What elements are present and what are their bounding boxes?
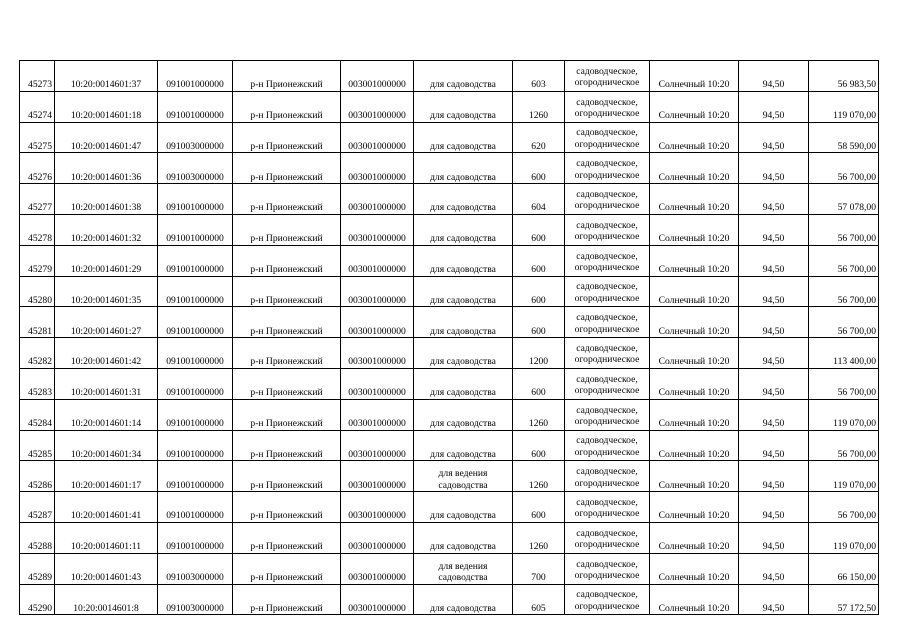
- location-cell: Солнечный 10:20: [650, 91, 739, 122]
- okato-code-cell: 091001000000: [158, 338, 233, 369]
- land-category-cell: [565, 338, 650, 369]
- table-row: [20, 184, 879, 215]
- okato-code-cell: 091003000000: [158, 584, 233, 615]
- cadastral-value-cell: 58 590,00: [809, 122, 879, 153]
- location-cell: Солнечный 10:20: [650, 338, 739, 369]
- cadastral-value-cell: 56 700,00: [809, 153, 879, 184]
- district-cell: р-н Прионежский: [233, 276, 341, 307]
- okato-code-cell: 091001000000: [158, 245, 233, 276]
- area-cell: 600: [513, 153, 565, 184]
- land-category-line-2: огородническое: [574, 539, 640, 551]
- cadastral-value-cell: 56 700,00: [809, 368, 879, 399]
- permitted-use-cell: для садоводства: [414, 584, 513, 615]
- permitted-use-cell: для садоводства: [414, 245, 513, 276]
- table-row: [20, 461, 879, 492]
- cadastral-value-cell: 56 700,00: [809, 492, 879, 523]
- table-row: [20, 338, 879, 369]
- okato-code-cell: 091001000000: [158, 61, 233, 92]
- land-category-line-1: садоводческое,: [576, 188, 638, 200]
- cadastral-number-cell: 10:20:0014601:32: [55, 214, 158, 245]
- cadastral-value-cell: 56 700,00: [809, 276, 879, 307]
- permitted-use-cell: для садоводства: [414, 522, 513, 553]
- land-category-line-1: садоводческое,: [576, 589, 638, 601]
- rate-cell: 94,50: [739, 368, 809, 399]
- area-cell: 600: [513, 307, 565, 338]
- okato-code-cell: 091001000000: [158, 522, 233, 553]
- cadastral-number-cell: 10:20:0014601:31: [55, 368, 158, 399]
- okato-code-cell: 091001000000: [158, 91, 233, 122]
- rate-cell: 94,50: [739, 553, 809, 584]
- location-cell: Солнечный 10:20: [650, 61, 739, 92]
- row-number-cell: 45288: [20, 522, 55, 553]
- table-row: [20, 122, 879, 153]
- category-code-cell: 003001000000: [341, 522, 414, 553]
- land-category-cell: [565, 553, 650, 584]
- permitted-use-cell: для садоводства: [414, 91, 513, 122]
- table-row: [20, 153, 879, 184]
- table-body: [20, 61, 879, 615]
- category-code-cell: 003001000000: [341, 91, 414, 122]
- okato-code-cell: 091001000000: [158, 368, 233, 399]
- area-cell: 605: [513, 584, 565, 615]
- category-code-cell: 003001000000: [341, 553, 414, 584]
- land-category-cell: [565, 461, 650, 492]
- table-row: [20, 522, 879, 553]
- land-category-line-2: огородническое: [574, 570, 640, 582]
- cadastral-number-cell: 10:20:0014601:18: [55, 91, 158, 122]
- land-category-line-1: садоводческое,: [576, 158, 638, 170]
- district-cell: р-н Прионежский: [233, 307, 341, 338]
- rate-cell: 94,50: [739, 584, 809, 615]
- cadastral-value-cell: 56 700,00: [809, 430, 879, 461]
- rate-cell: 94,50: [739, 430, 809, 461]
- area-cell: 600: [513, 368, 565, 399]
- okato-code-cell: 091003000000: [158, 553, 233, 584]
- cadastral-number-cell: 10:20:0014601:41: [55, 492, 158, 523]
- table-row: [20, 91, 879, 122]
- land-category-cell: [565, 91, 650, 122]
- land-category-cell: [565, 307, 650, 338]
- district-cell: р-н Прионежский: [233, 461, 341, 492]
- area-cell: 600: [513, 430, 565, 461]
- land-category-cell: [565, 61, 650, 92]
- location-cell: Солнечный 10:20: [650, 492, 739, 523]
- rate-cell: 94,50: [739, 91, 809, 122]
- permitted-use-cell: для ведения садоводства: [414, 461, 513, 492]
- cadastral-number-cell: 10:20:0014601:38: [55, 184, 158, 215]
- permitted-use-cell: для садоводства: [414, 122, 513, 153]
- okato-code-cell: 091001000000: [158, 214, 233, 245]
- rate-cell: 94,50: [739, 276, 809, 307]
- area-cell: 1260: [513, 461, 565, 492]
- row-number-cell: 45276: [20, 153, 55, 184]
- cadastral-value-cell: 56 700,00: [809, 214, 879, 245]
- cadastral-number-cell: 10:20:0014601:35: [55, 276, 158, 307]
- okato-code-cell: 091001000000: [158, 184, 233, 215]
- land-category-line-2: огородническое: [574, 323, 640, 335]
- land-category-line-1: садоводческое,: [576, 558, 638, 570]
- table-row: [20, 276, 879, 307]
- district-cell: р-н Прионежский: [233, 91, 341, 122]
- cadastral-value-cell: 119 070,00: [809, 399, 879, 430]
- category-code-cell: 003001000000: [341, 245, 414, 276]
- cadastral-number-cell: 10:20:0014601:47: [55, 122, 158, 153]
- land-category-line-1: садоводческое,: [576, 404, 638, 416]
- permitted-use-cell: для садоводства: [414, 368, 513, 399]
- district-cell: р-н Прионежский: [233, 153, 341, 184]
- land-category-line-1: садоводческое,: [576, 342, 638, 354]
- row-number-cell: 45286: [20, 461, 55, 492]
- cadastral-number-cell: 10:20:0014601:8: [55, 584, 158, 615]
- okato-code-cell: 091001000000: [158, 276, 233, 307]
- cadastral-number-cell: 10:20:0014601:14: [55, 399, 158, 430]
- table-row: [20, 430, 879, 461]
- cadastral-number-cell: 10:20:0014601:37: [55, 61, 158, 92]
- rate-cell: 94,50: [739, 307, 809, 338]
- row-number-cell: 45273: [20, 61, 55, 92]
- row-number-cell: 45287: [20, 492, 55, 523]
- location-cell: Солнечный 10:20: [650, 522, 739, 553]
- permitted-use-cell: для садоводства: [414, 430, 513, 461]
- cadastral-number-cell: 10:20:0014601:17: [55, 461, 158, 492]
- cadastral-number-cell: 10:20:0014601:34: [55, 430, 158, 461]
- land-category-line-2: огородническое: [574, 108, 640, 120]
- land-category-cell: [565, 492, 650, 523]
- permitted-use-cell: для садоводства: [414, 276, 513, 307]
- rate-cell: 94,50: [739, 245, 809, 276]
- table-row: [20, 245, 879, 276]
- land-category-line-2: огородническое: [574, 262, 640, 274]
- land-category-line-2: огородническое: [574, 138, 640, 150]
- location-cell: Солнечный 10:20: [650, 553, 739, 584]
- district-cell: р-н Прионежский: [233, 522, 341, 553]
- row-number-cell: 45290: [20, 584, 55, 615]
- rate-cell: 94,50: [739, 153, 809, 184]
- land-category-line-2: огородническое: [574, 200, 640, 212]
- land-category-line-2: огородническое: [574, 354, 640, 366]
- category-code-cell: 003001000000: [341, 214, 414, 245]
- land-category-cell: [565, 430, 650, 461]
- category-code-cell: 003001000000: [341, 368, 414, 399]
- cadastral-number-cell: 10:20:0014601:36: [55, 153, 158, 184]
- category-code-cell: 003001000000: [341, 492, 414, 523]
- area-cell: 600: [513, 245, 565, 276]
- area-cell: 1260: [513, 522, 565, 553]
- rate-cell: 94,50: [739, 184, 809, 215]
- land-category-line-2: огородническое: [574, 77, 640, 89]
- area-cell: 620: [513, 122, 565, 153]
- land-category-cell: [565, 522, 650, 553]
- district-cell: р-н Прионежский: [233, 492, 341, 523]
- land-category-cell: [565, 214, 650, 245]
- location-cell: Солнечный 10:20: [650, 430, 739, 461]
- table-row: [20, 307, 879, 338]
- rate-cell: 94,50: [739, 492, 809, 523]
- rate-cell: 94,50: [739, 61, 809, 92]
- area-cell: 600: [513, 214, 565, 245]
- area-cell: 700: [513, 553, 565, 584]
- location-cell: Солнечный 10:20: [650, 214, 739, 245]
- district-cell: р-н Прионежский: [233, 122, 341, 153]
- land-category-line-1: садоводческое,: [576, 312, 638, 324]
- row-number-cell: 45277: [20, 184, 55, 215]
- land-category-cell: [565, 399, 650, 430]
- area-cell: 1260: [513, 399, 565, 430]
- cadastral-value-cell: 66 150,00: [809, 553, 879, 584]
- cadastral-value-cell: 57 078,00: [809, 184, 879, 215]
- land-category-cell: [565, 122, 650, 153]
- district-cell: р-н Прионежский: [233, 184, 341, 215]
- land-category-cell: [565, 276, 650, 307]
- row-number-cell: 45284: [20, 399, 55, 430]
- land-category-cell: [565, 245, 650, 276]
- row-number-cell: 45285: [20, 430, 55, 461]
- land-category-line-1: садоводческое,: [576, 65, 638, 77]
- okato-code-cell: 091001000000: [158, 492, 233, 523]
- okato-code-cell: 091003000000: [158, 122, 233, 153]
- land-category-line-1: садоводческое,: [576, 127, 638, 139]
- cadastral-number-cell: 10:20:0014601:43: [55, 553, 158, 584]
- permitted-use-cell: для садоводства: [414, 399, 513, 430]
- rate-cell: 94,50: [739, 214, 809, 245]
- permitted-use-cell: для ведения садоводства: [414, 553, 513, 584]
- category-code-cell: 003001000000: [341, 338, 414, 369]
- land-category-line-1: садоводческое,: [576, 373, 638, 385]
- land-category-line-1: садоводческое,: [576, 219, 638, 231]
- land-category-line-2: огородническое: [574, 385, 640, 397]
- category-code-cell: 003001000000: [341, 584, 414, 615]
- land-category-line-2: огородническое: [574, 231, 640, 243]
- rate-cell: 94,50: [739, 522, 809, 553]
- land-category-cell: [565, 584, 650, 615]
- location-cell: Солнечный 10:20: [650, 245, 739, 276]
- district-cell: р-н Прионежский: [233, 553, 341, 584]
- permitted-use-cell: для садоводства: [414, 184, 513, 215]
- cadastral-value-cell: 119 070,00: [809, 461, 879, 492]
- permitted-use-cell: для садоводства: [414, 338, 513, 369]
- land-category-line-2: огородническое: [574, 292, 640, 304]
- district-cell: р-н Прионежский: [233, 368, 341, 399]
- area-cell: 1200: [513, 338, 565, 369]
- cadastral-number-cell: 10:20:0014601:11: [55, 522, 158, 553]
- cadastral-value-cell: 57 172,50: [809, 584, 879, 615]
- category-code-cell: 003001000000: [341, 307, 414, 338]
- cadastral-number-cell: 10:20:0014601:42: [55, 338, 158, 369]
- district-cell: р-н Прионежский: [233, 245, 341, 276]
- area-cell: 600: [513, 276, 565, 307]
- okato-code-cell: 091001000000: [158, 307, 233, 338]
- land-category-line-2: огородническое: [574, 477, 640, 489]
- row-number-cell: 45283: [20, 368, 55, 399]
- category-code-cell: 003001000000: [341, 184, 414, 215]
- table-row: [20, 368, 879, 399]
- table-row: [20, 553, 879, 584]
- location-cell: Солнечный 10:20: [650, 184, 739, 215]
- land-category-line-1: садоводческое,: [576, 527, 638, 539]
- table-row: [20, 584, 879, 615]
- district-cell: р-н Прионежский: [233, 430, 341, 461]
- category-code-cell: 003001000000: [341, 61, 414, 92]
- category-code-cell: 003001000000: [341, 399, 414, 430]
- district-cell: р-н Прионежский: [233, 399, 341, 430]
- cadastral-value-cell: 119 070,00: [809, 91, 879, 122]
- permitted-use-cell: для садоводства: [414, 153, 513, 184]
- permitted-use-cell: для садоводства: [414, 214, 513, 245]
- district-cell: р-н Прионежский: [233, 338, 341, 369]
- land-category-line-1: садоводческое,: [576, 250, 638, 262]
- location-cell: Солнечный 10:20: [650, 399, 739, 430]
- area-cell: 600: [513, 492, 565, 523]
- okato-code-cell: 091001000000: [158, 399, 233, 430]
- row-number-cell: 45289: [20, 553, 55, 584]
- land-category-cell: [565, 153, 650, 184]
- area-cell: 604: [513, 184, 565, 215]
- location-cell: Солнечный 10:20: [650, 307, 739, 338]
- cadastral-number-cell: 10:20:0014601:29: [55, 245, 158, 276]
- category-code-cell: 003001000000: [341, 430, 414, 461]
- category-code-cell: 003001000000: [341, 276, 414, 307]
- table-row: [20, 61, 879, 92]
- table-row: [20, 214, 879, 245]
- district-cell: р-н Прионежский: [233, 584, 341, 615]
- location-cell: Солнечный 10:20: [650, 368, 739, 399]
- okato-code-cell: 091001000000: [158, 430, 233, 461]
- row-number-cell: 45281: [20, 307, 55, 338]
- location-cell: Солнечный 10:20: [650, 153, 739, 184]
- row-number-cell: 45280: [20, 276, 55, 307]
- row-number-cell: 45275: [20, 122, 55, 153]
- category-code-cell: 003001000000: [341, 153, 414, 184]
- location-cell: Солнечный 10:20: [650, 276, 739, 307]
- land-category-line-1: садоводческое,: [576, 281, 638, 293]
- area-cell: 603: [513, 61, 565, 92]
- okato-code-cell: 091003000000: [158, 153, 233, 184]
- row-number-cell: 45278: [20, 214, 55, 245]
- cadastral-number-cell: 10:20:0014601:27: [55, 307, 158, 338]
- rate-cell: 94,50: [739, 461, 809, 492]
- land-category-line-2: огородническое: [574, 600, 640, 612]
- land-category-line-2: огородническое: [574, 416, 640, 428]
- land-category-cell: [565, 184, 650, 215]
- cadastral-value-cell: 56 700,00: [809, 245, 879, 276]
- land-category-line-1: садоводческое,: [576, 96, 638, 108]
- land-category-line-2: огородническое: [574, 169, 640, 181]
- category-code-cell: 003001000000: [341, 122, 414, 153]
- cadastral-value-cell: 119 070,00: [809, 522, 879, 553]
- rate-cell: 94,50: [739, 122, 809, 153]
- land-category-cell: [565, 368, 650, 399]
- district-cell: р-н Прионежский: [233, 61, 341, 92]
- rate-cell: 94,50: [739, 399, 809, 430]
- location-cell: Солнечный 10:20: [650, 122, 739, 153]
- location-cell: Солнечный 10:20: [650, 584, 739, 615]
- cadastral-value-cell: 56 983,50: [809, 61, 879, 92]
- permitted-use-cell: для садоводства: [414, 492, 513, 523]
- table-row: [20, 399, 879, 430]
- cadastral-value-cell: 56 700,00: [809, 307, 879, 338]
- row-number-cell: 45282: [20, 338, 55, 369]
- area-cell: 1260: [513, 91, 565, 122]
- district-cell: р-н Прионежский: [233, 214, 341, 245]
- land-category-line-2: огородническое: [574, 446, 640, 458]
- land-category-line-1: садоводческое,: [576, 496, 638, 508]
- permitted-use-cell: для садоводства: [414, 61, 513, 92]
- land-category-line-1: садоводческое,: [576, 435, 638, 447]
- location-cell: Солнечный 10:20: [650, 461, 739, 492]
- land-parcels-table: [19, 60, 879, 615]
- category-code-cell: 003001000000: [341, 461, 414, 492]
- land-category-line-1: садоводческое,: [576, 466, 638, 478]
- table-row: [20, 492, 879, 523]
- row-number-cell: 45279: [20, 245, 55, 276]
- land-category-line-2: огородническое: [574, 508, 640, 520]
- okato-code-cell: 091001000000: [158, 461, 233, 492]
- cadastral-value-cell: 113 400,00: [809, 338, 879, 369]
- rate-cell: 94,50: [739, 338, 809, 369]
- permitted-use-cell: для садоводства: [414, 307, 513, 338]
- row-number-cell: 45274: [20, 91, 55, 122]
